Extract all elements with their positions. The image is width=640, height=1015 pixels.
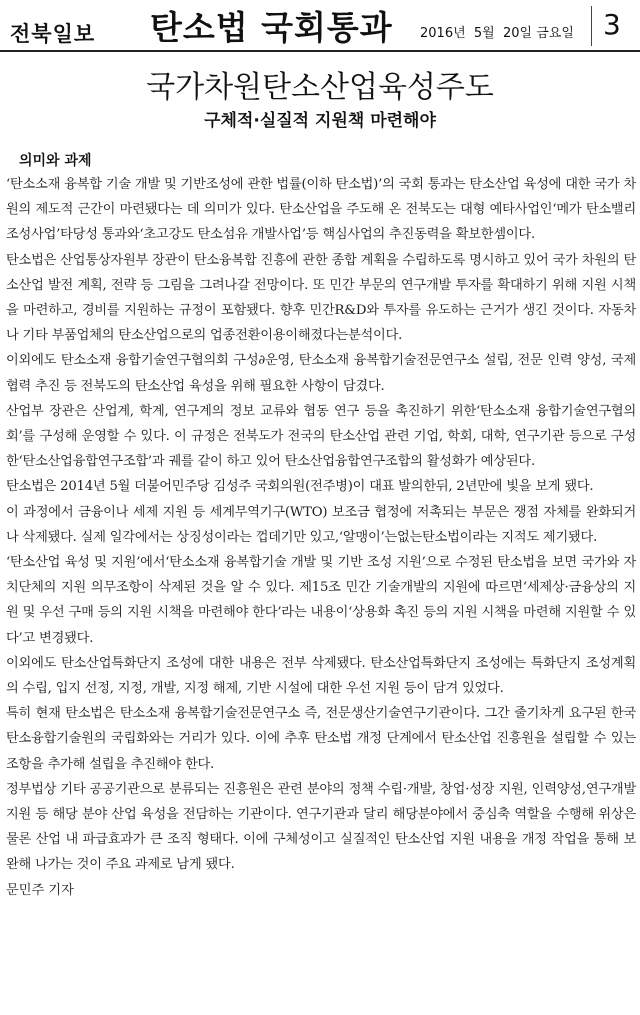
article-paragraph: ‘탄소소재 융복합 기술 개발 및 기반조성에 관한 법률(이하 탄소법)’의 국회 통과는 탄소산업 육성에 대한 국가 차원의 제도적 근간이 마련됐다는 데 의미가 있다. 탄소산업을 주도해 온 전북도는 대형 예타사업인‘메가 탄소밸리 조성사업’타당성 통과와‘초고강도 탄소섬유 개발사업’등 핵심사업의 추진동력을 확보한셈이다. [6,177,636,243]
article-paragraph: 산업부 장관은 산업계, 학계, 연구계의 정보 교류와 협동 연구 등을 촉진하기 위한‘탄소소재 융합기술연구협의회’를 구성해 운영할 수 있다. 이 규정은 전북도가 전국의 탄소산업 관련 기업, 학회, 대학, 연구기관 등으로 구성한‘탄소산업융합연구조합’과 궤를 같이 하고 있어 탄소산업융합연구조합의 활성화가 예상된다. [6,403,636,470]
masthead-rule [0,50,640,52]
article-paragraph: 이외에도 탄소소재 융합기술연구협의회 구성∂운영, 탄소소재 융복합기술전문연구소 설립, 전문 인력 양성, 국제협력 추진 등 전북도의 탄소산업 육성을 위해 필요한 사항이 담겼다. [6,353,636,394]
byline: 문민주 기자 [6,882,74,898]
article-paragraph: ‘탄소산업 육성 및 지원’에서‘탄소소재 융복합기술 개발 및 기반 조성 지원’으로 수정된 탄소법을 보면 국가와 자치단체의 지원 의무조항이 삭제된 것을 알 수 있다. 제15조 민간 기술개발의 지원에 따르면‘세제상·금융상의 지원 및 우선 구매 등의 지원 시책을 마련해야 한다’라는 내용이‘상용화 촉진 등의 지원 시책을 마련해 지원할 수 있다’고 변경됐다. [6,555,636,646]
article-paragraph: 이 과정에서 금융이나 세제 지원 등 세계무역기구(WTO) 보조금 협정에 저촉되는 부문은 쟁점 자체를 완화되거나 삭제됐다. 실제 일각에서는 상징성이라는 껍데기만 있고,‘알맹이’는없는탄소법이라는 지적도 제기됐다. [6,504,636,545]
article-paragraph: 이외에도 탄소산업특화단지 조성에 대한 내용은 전부 삭제됐다. 탄소산업특화단지 조성에는 특화단지 조성계획의 수립, 입지 선정, 지정, 개발, 지정 해제, 기반 시설에 대한 우선 지원 등이 담겨 있었다. [6,655,636,697]
section-title: 탄소법 국회통과 [150,8,393,47]
article-subheadline: 구체적·실질적 지원책 마련해야 [204,111,436,131]
article-paragraph: 탄소법은 2014년 5월 더불어민주당 김성주 국회의원(전주병)이 대표 발의한뒤, 2년만에 빛을 보게 됐다. [6,479,594,495]
page-number-divider [591,6,592,46]
article-headline: 국가차원탄소산업육성주도 [146,70,494,105]
issue-date: 2016년 5월 20일 금요일 [420,26,574,41]
section-subhead: 의미와 과제 [19,153,92,169]
newspaper-name: 전북일보 [10,22,96,46]
article-body [6,172,636,903]
masthead [0,0,640,52]
article-paragraph: 특히 현재 탄소법은 탄소소재 융복합기술전문연구소 즉, 전문생산기술연구기관이다. 그간 줄기차게 요구된 한국탄소융합기술원의 국립화와는 거리가 있다. 이에 추후 탄소법 개정 단계에서 탄소산업 진흥원을 설립할 수 있는 조항을 추가해 설립을 추진해야 한다. [6,706,636,772]
article-paragraph: 정부법상 기타 공공기관으로 분류되는 진흥원은 관련 분야의 정책 수립·개발, 창업·성장 지원, 인력양성,연구개발 지원 등 해당 분야 산업 육성을 전담하는 기관이다. 연구기관과 달리 해당분야에서 중심축 역할을 수행해 위상은 물론 산업 내 파급효과가 큰 조직 형태다. 이에 구체성이고 실질적인 탄소산업 지원 내용을 개정 작업을 통해 보완해 나가는 것이 주요 과제로 남게 됐다. [6,781,636,873]
article-paragraph: 탄소법은 산업통상자원부 장관이 탄소융복합 진흥에 관한 종합 계획을 수립하도록 명시하고 있어 국가 차원의 탄소산업 발전 계획, 전략 등 그림을 그려나갈 전망이다. 또 민간 부문의 연구개발 투자를 확대하기 위해 지원 시책을 마련하고, 경비를 지원하는 규정이 포함됐다. 향후 민간R&D와 투자를 유도하는 근거가 생긴 것이다. 자동차나 기타 부품업체의 탄소산업으로의 업종전환이용이해졌다는분석이다. [6,252,636,344]
page-number: 3 [603,8,621,41]
